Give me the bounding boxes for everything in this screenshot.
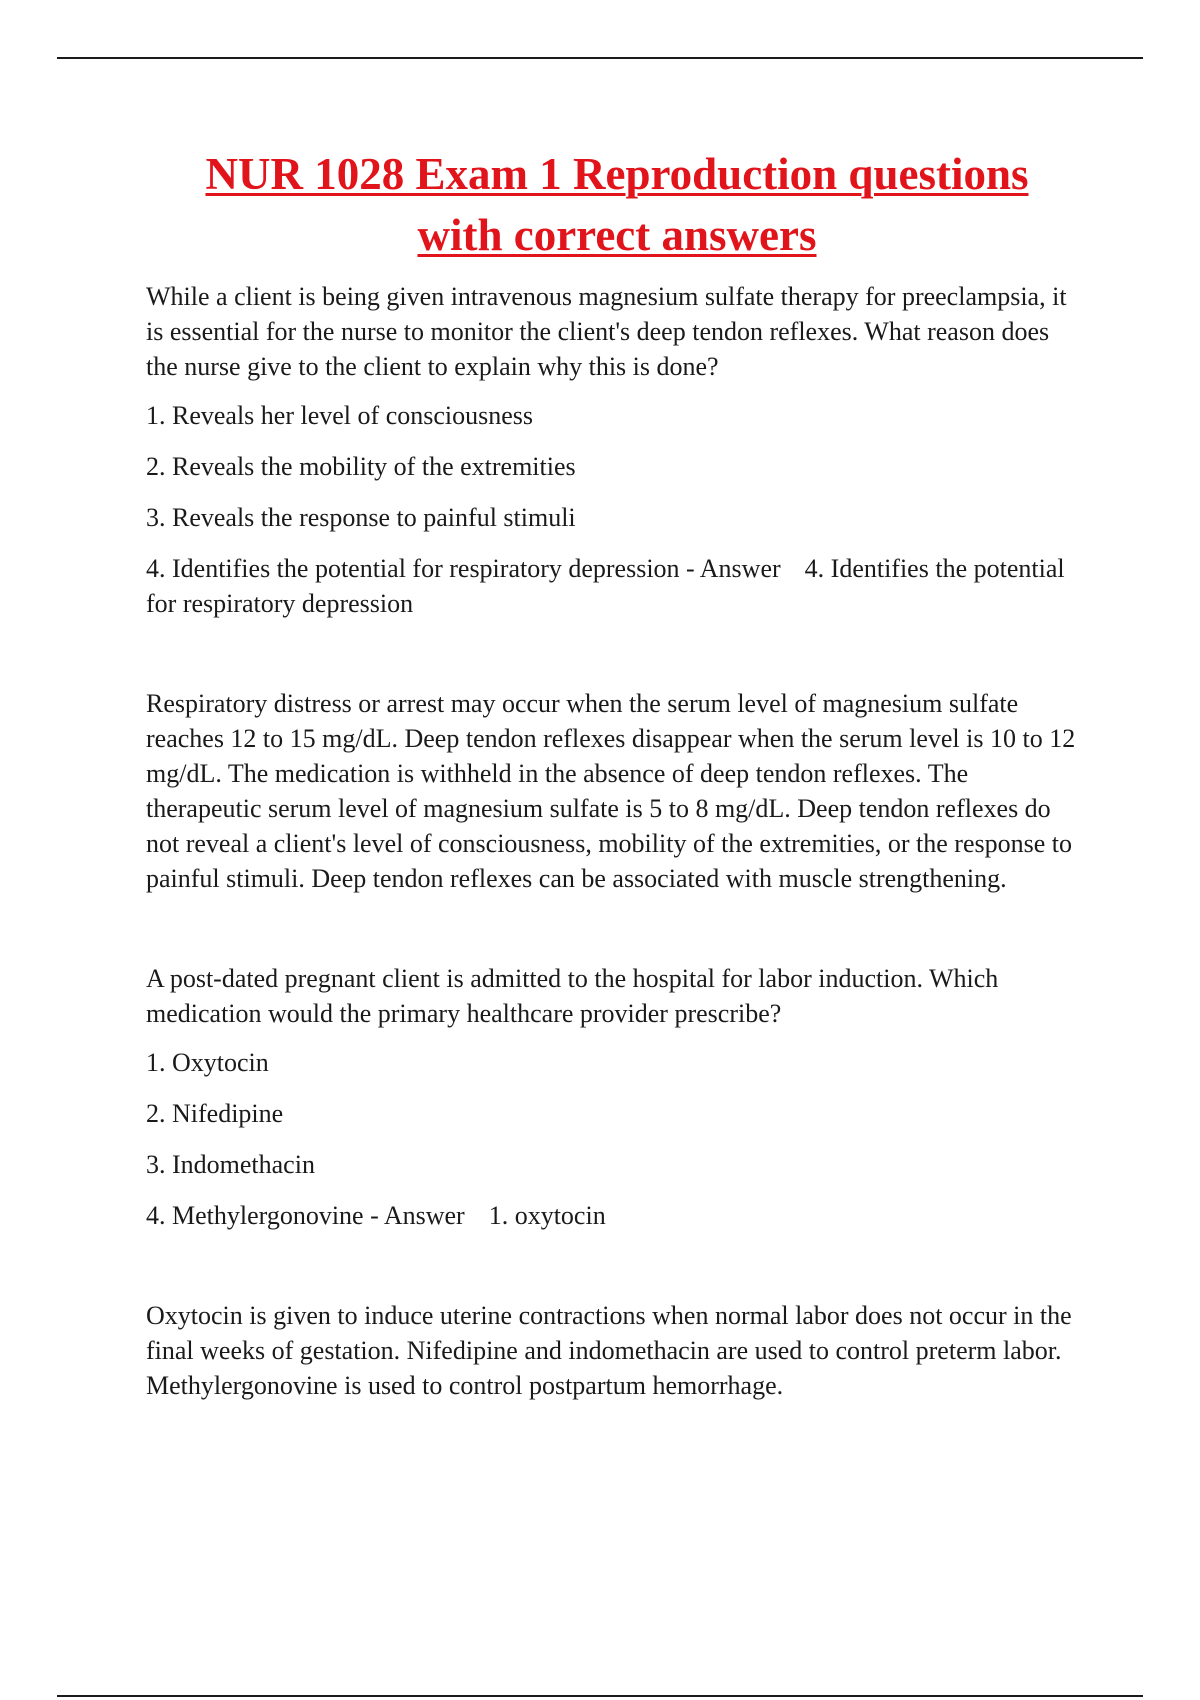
answer-option: 2. Reveals the mobility of the extremities bbox=[146, 452, 576, 481]
answer-option: 4. Identifies the potential for respiratory depression - Answer bbox=[146, 554, 781, 583]
answer-option-with-answer bbox=[146, 551, 1086, 621]
answer-option: 3. Reveals the response to painful stimuli bbox=[146, 503, 576, 532]
question-block bbox=[146, 961, 1086, 1403]
correct-answer: 4. Identifies the potential for respiratory depression bbox=[146, 554, 1065, 618]
top-rule bbox=[57, 57, 1143, 59]
answer-option: 4. Methylergonovine - Answer bbox=[146, 1201, 465, 1230]
title-line-2: with correct answers bbox=[417, 210, 817, 260]
question-stem: A post-dated pregnant client is admitted to the hospital for labor induction. Which medication would the primary healthcare provider prescribe? bbox=[146, 964, 999, 1028]
question-block bbox=[146, 279, 1086, 896]
document-body bbox=[146, 279, 1086, 1403]
answer-option: 1. Reveals her level of consciousness bbox=[146, 401, 534, 430]
answer-rationale: Oxytocin is given to induce uterine contractions when normal labor does not occur in the final weeks of gestation. Nifedipine and indomethacin are used to control preterm labor. Methylergonovine is used to control postpartum hemorrhage. bbox=[146, 1301, 1072, 1400]
bottom-rule bbox=[57, 1695, 1143, 1697]
answer-option: 3. Indomethacin bbox=[146, 1150, 315, 1179]
answer-option-with-answer bbox=[146, 1198, 1086, 1233]
document-title bbox=[60, 144, 1174, 266]
answer-option: 2. Nifedipine bbox=[146, 1099, 284, 1128]
correct-answer: 1. oxytocin bbox=[488, 1201, 606, 1230]
question-stem: While a client is being given intravenous magnesium sulfate therapy for preeclampsia, it is essential for the nurse to monitor the client's deep tendon reflexes. What reason does the nurse give to the client to explain why this is done? bbox=[146, 282, 1067, 381]
answer-rationale: Respiratory distress or arrest may occur when the serum level of magnesium sulfate reaches 12 to 15 mg/dL. Deep tendon reflexes disappear when the serum level is 10 to 12 mg/dL. The medication is withheld in the absence of deep tendon reflexes. The therapeutic serum level of magnesium sulfate is 5 to 8 mg/dL. Deep tendon reflexes do not reveal a client's level of consciousness, mobility of the extremities, or the response to painful stimuli. Deep tendon reflexes can be associated with muscle strengthening. bbox=[146, 689, 1076, 893]
answer-option: 1. Oxytocin bbox=[146, 1048, 269, 1077]
title-line-1: NUR 1028 Exam 1 Reproduction questions bbox=[205, 149, 1029, 199]
